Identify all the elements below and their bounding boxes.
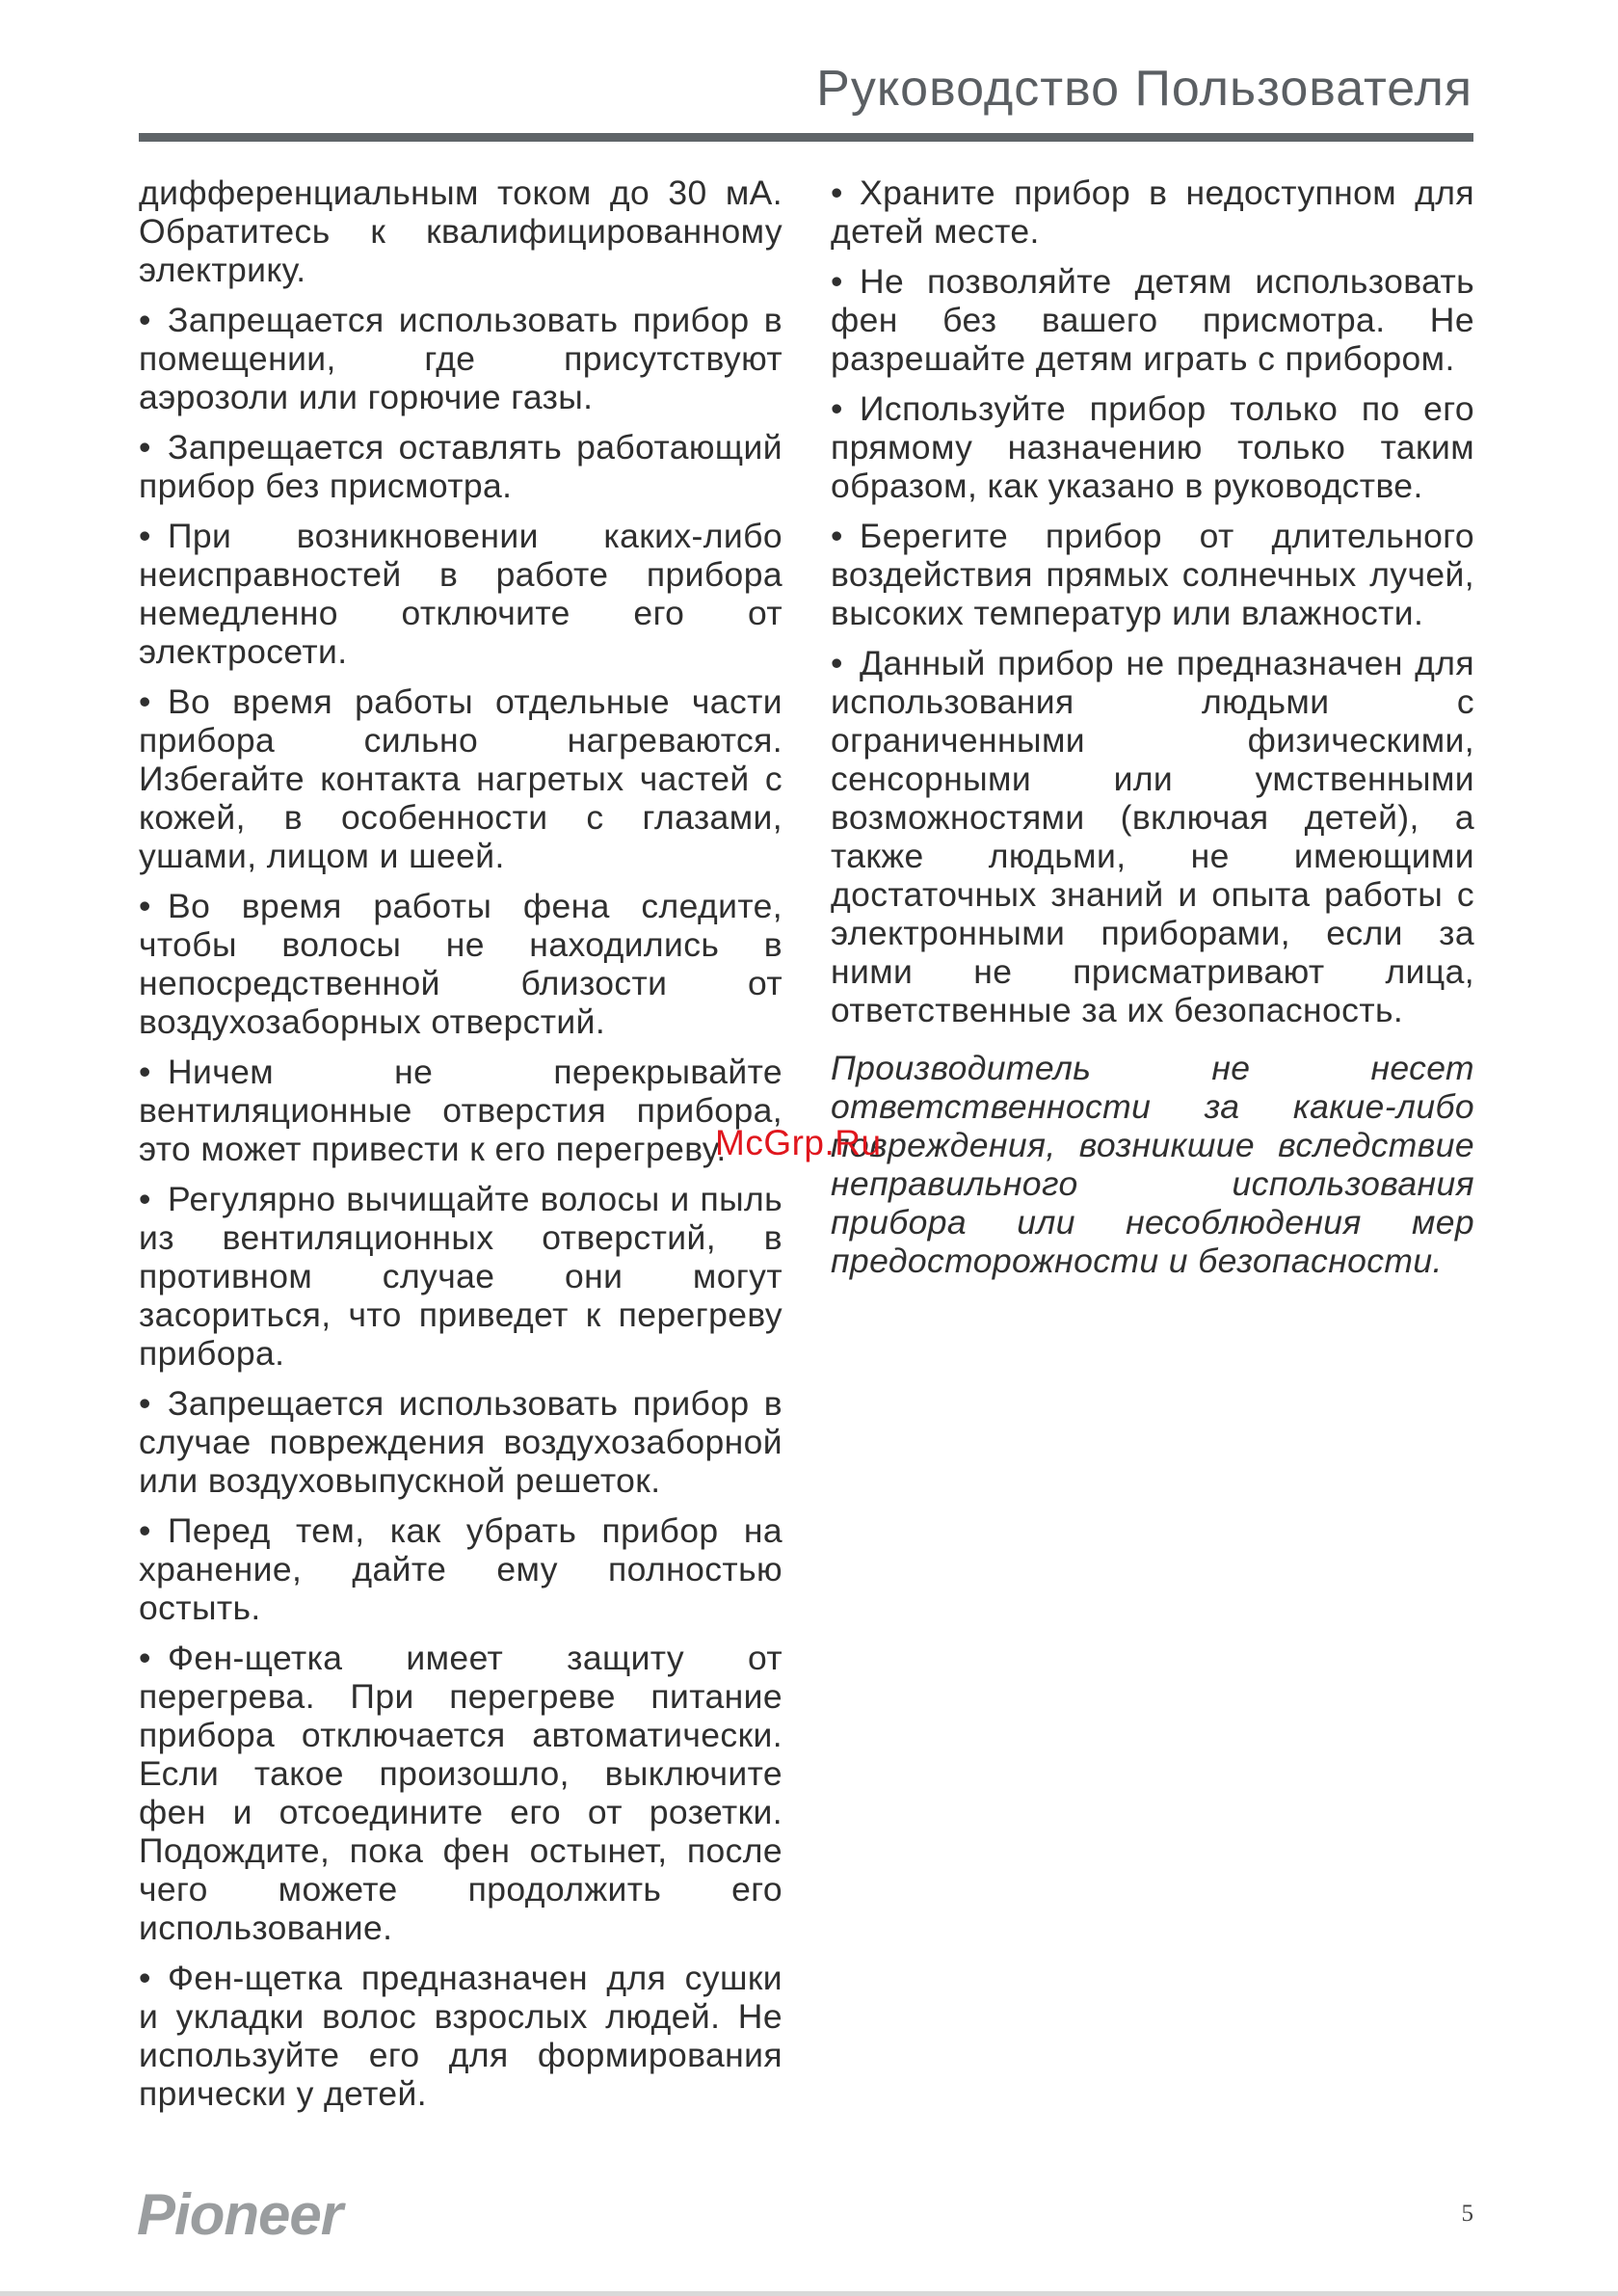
bullet-icon: • (831, 389, 843, 428)
bullet-icon: • (139, 1384, 151, 1423)
bullet-icon: • (139, 428, 151, 467)
list-item: • Берегите прибор от длительного воздействия прямых солнечных лучей, высоких температур или влажности. (831, 517, 1474, 632)
bullet-icon: • (139, 517, 151, 555)
header-divider (139, 133, 1473, 142)
list-item: • Запрещается использовать прибор в случае повреждения воздухозаборной или воздуховыпускной решеток. (139, 1384, 782, 1500)
bullet-icon: • (139, 682, 151, 721)
brand-logo: Pioneer (137, 2182, 343, 2247)
list-item: • Не позволяйте детям использовать фен без вашего присмотра. Не разрешайте детям играть с прибором. (831, 262, 1474, 378)
list-item: • Ничем не перекрывайте вентиляционные отверстия прибора, это может привести к его перегреву. (139, 1053, 782, 1168)
bullet-icon: • (831, 517, 843, 555)
list-item: • Данный прибор не предназначен для использования людьми с ограниченными физическими, сенсорными или умственными возможностями (включая детей), а также людьми, не имеющими достаточных знаний и опыта работы с электронными приборами, если за ними не присматривают лица, ответственные за их безопасность. (831, 644, 1474, 1029)
list-item: • Во время работы фена следите, чтобы волосы не находились в непосредственной близости от воздухозаборных отверстий. (139, 887, 782, 1041)
bottom-edge (0, 2291, 1618, 2296)
disclaimer-note: Производитель не несет ответственности за какие-либо повреждения, возникшие вследствие неправильного использования прибора или несоблюдения мер предосторожности и безопасности. (831, 1049, 1474, 1280)
list-item: • Во время работы отдельные части прибора сильно нагреваются. Избегайте контакта нагретых частей с кожей, в особенности с глазами, ушами, лицом и шеей. (139, 682, 782, 875)
bullet-icon: • (139, 1959, 151, 1997)
bullet-icon: • (831, 174, 843, 212)
list-item: • Используйте прибор только по его прямому назначению только таким образом, как указано в руководстве. (831, 389, 1474, 505)
bullet-icon: • (831, 644, 843, 682)
list-item: • Запрещается оставлять работающий прибор без присмотра. (139, 428, 782, 505)
list-item: • Перед тем, как убрать прибор на хранение, дайте ему полностью остыть. (139, 1511, 782, 1627)
list-item: • Запрещается использовать прибор в помещении, где присутствуют аэрозоли или горючие газы. (139, 301, 782, 416)
bullet-icon: • (139, 301, 151, 339)
bullet-icon: • (139, 1511, 151, 1550)
bullet-icon: • (139, 887, 151, 925)
bullet-icon: • (139, 1053, 151, 1091)
bullet-icon: • (139, 1180, 151, 1218)
list-item: • Фен-щетка предназначен для сушки и укладки волос взрослых людей. Не используйте его для формирования прически у детей. (139, 1959, 782, 2113)
left-column (139, 174, 782, 2124)
list-item: • Фен-щетка имеет защиту от перегрева. При перегреве питание прибора отключается автоматически. Если такое произошло, выключите фен и отсоедините его от розетки. Подождите, пока фен остынет, после чего можете продолжить его использование. (139, 1639, 782, 1947)
right-column (831, 174, 1474, 1292)
watermark: McGrp.Ru (715, 1123, 882, 1162)
bullet-icon: • (831, 262, 843, 301)
page-number: 5 (1461, 2201, 1473, 2227)
intro-paragraph: дифференциальным током до 30 мА. Обратитесь к квалифицированному электрику. (139, 174, 782, 289)
list-item: • При возникновении каких-либо неисправностей в работе прибора немедленно отключите его от электросети. (139, 517, 782, 671)
list-item: • Храните прибор в недоступном для детей месте. (831, 174, 1474, 251)
bullet-icon: • (139, 1639, 151, 1677)
page-title: Руководство Пользователя (816, 61, 1472, 117)
list-item: • Регулярно вычищайте волосы и пыль из вентиляционных отверстий, в противном случае они могут засориться, что приведет к перегреву прибора. (139, 1180, 782, 1373)
